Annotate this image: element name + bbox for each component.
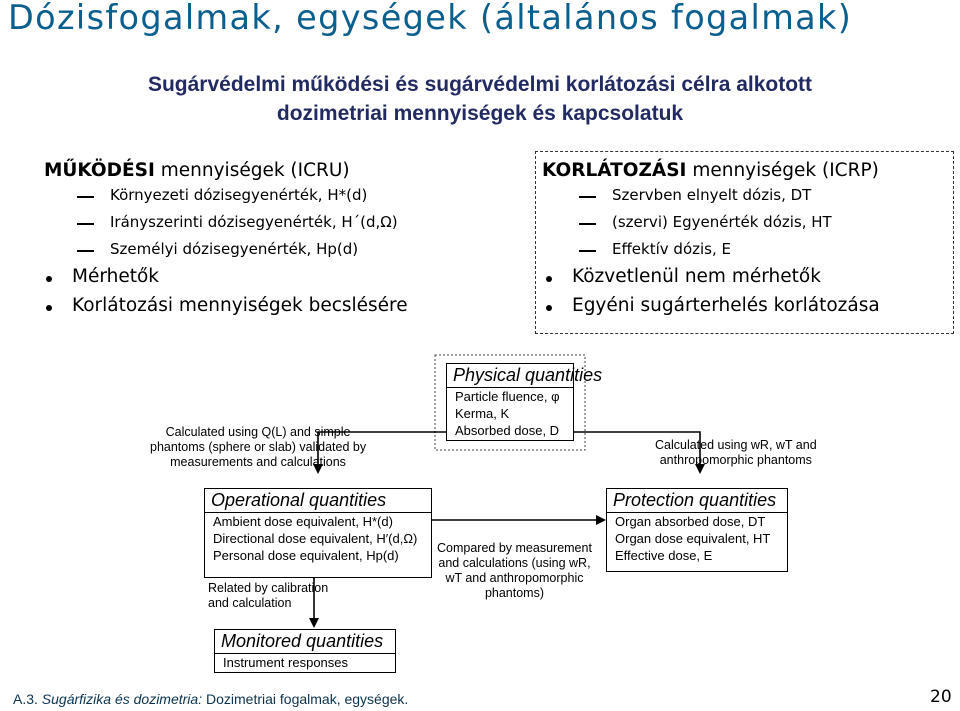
right-dash-item: Szervben elnyelt dózis, DT <box>612 186 812 204</box>
right-dash-item: Effektív dózis, E <box>612 240 731 258</box>
left-heading-rest: mennyiségek (ICRU) <box>154 160 350 181</box>
left-dash-item: Személyi dózisegyenérték, Hp(d) <box>110 240 359 258</box>
note-line: measurements and calculations <box>170 455 346 469</box>
protection-quantity-line: Organ dose equivalent, HT <box>615 531 771 546</box>
note-left-bottom <box>208 581 328 611</box>
note-line: and calculations (using wR, <box>438 556 591 570</box>
protection-quantities-diagram-box <box>606 488 788 572</box>
protection-quantities-title: Protection quantities <box>607 489 787 513</box>
left-dash-item: Környezeti dózisegyenérték, H*(d) <box>110 186 368 204</box>
operational-quantities-box <box>204 488 432 578</box>
physical-quantities-box <box>446 363 603 441</box>
right-bullet-item: Egyéni sugárterhelés korlátozása <box>572 295 880 316</box>
monitored-quantities-title: Monitored quantities <box>215 630 395 654</box>
protection-quantity-line: Effective dose, E <box>615 548 713 563</box>
slide-title: Dózisfogalmak, egységek (általános fogalmak) <box>8 0 853 37</box>
note-left-top <box>150 425 366 470</box>
monitored-quantity-line: Instrument responses <box>223 655 349 670</box>
footer-text <box>13 691 408 707</box>
right-dash-item: (szervi) Egyenérték dózis, HT <box>612 213 832 231</box>
right-heading-rest: mennyiségek (ICRP) <box>686 160 879 181</box>
note-line: and calculation <box>208 596 292 610</box>
footer-italic: Sugárfizika és dozimetria: <box>41 691 203 707</box>
right-bullet-item: Közvetlenül nem mérhetők <box>572 266 821 287</box>
note-line: phantoms (sphere or slab) validated by <box>150 440 367 454</box>
physical-quantity-line: Kerma, K <box>455 406 510 421</box>
note-line: Compared by measurement <box>437 541 592 555</box>
page-number: 20 <box>930 687 952 707</box>
note-middle <box>437 541 592 601</box>
note-line: Calculated using wR, wT and <box>655 438 817 452</box>
physical-quantities-title: Physical quantities <box>447 364 573 388</box>
monitored-quantities-box <box>214 629 396 673</box>
left-heading-bold: MŰKÖDÉSI <box>44 160 155 181</box>
operational-quantity-line: Ambient dose equivalent, H*(d) <box>213 514 393 529</box>
subtitle-line-1: Sugárvédelmi működési és sugárvédelmi korlátozási célra alkotott <box>147 73 813 96</box>
note-line: phantoms) <box>484 586 544 600</box>
note-line: Related by calibration <box>208 581 329 595</box>
note-line: anthropomorphic phantoms <box>659 453 812 467</box>
physical-quantity-line: Absorbed dose, D <box>455 423 560 438</box>
protection-quantity-line: Organ absorbed dose, DT <box>615 514 766 529</box>
left-dash-item: Irányszerinti dózisegyenérték, H´(d,Ω) <box>110 213 398 231</box>
subtitle-line-2: dozimetriai mennyiségek és kapcsolatuk <box>276 102 684 125</box>
note-right-top <box>655 438 817 468</box>
footer-rest: Dozimetriai fogalmak, egységek. <box>202 691 409 707</box>
note-line: wT and anthropomorphic <box>445 571 584 585</box>
footer-prefix: A.3. <box>13 691 38 707</box>
physical-quantity-line: Particle fluence, φ <box>455 389 560 404</box>
left-bullet-item: Korlátozási mennyiségek becslésére <box>72 295 408 316</box>
right-heading-bold: KORLÁTOZÁSI <box>542 160 687 181</box>
operational-quantities-title: Operational quantities <box>205 489 431 513</box>
note-line: Calculated using Q(L) and simple <box>165 425 351 439</box>
operational-quantity-line: Directional dose equivalent, H′(d,Ω) <box>213 531 418 546</box>
left-bullet-item: Mérhetők <box>72 266 160 287</box>
operational-quantity-line: Personal dose equivalent, Hp(d) <box>213 548 399 563</box>
